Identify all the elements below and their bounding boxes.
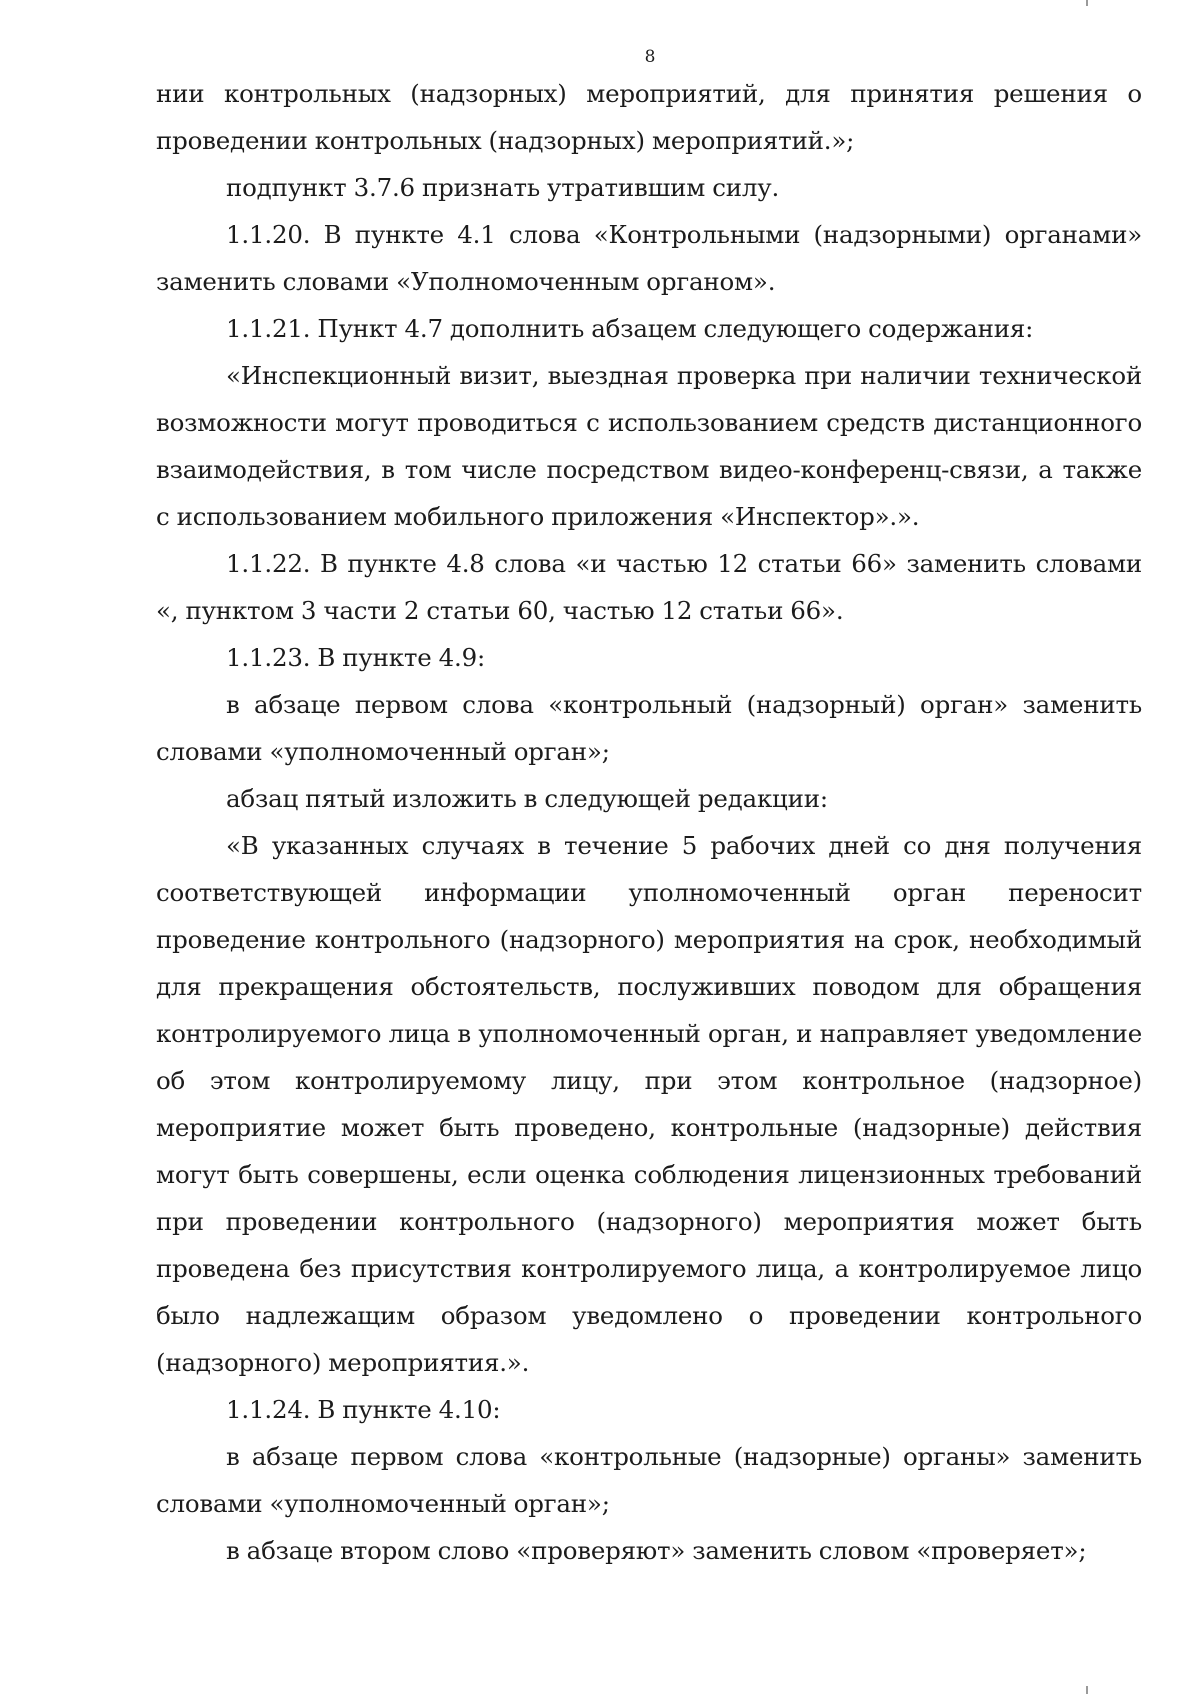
paragraph-1-1-21: 1.1.21. Пункт 4.7 дополнить абзацем следующего содержания: bbox=[226, 314, 1034, 343]
paragraph-subpoint-3-7-6: подпункт 3.7.6 признать утратившим силу. bbox=[226, 173, 780, 202]
paragraph-first-abzac-4-10: в абзаце первом слова «контрольные (надзорные) органы» заменить словами «уполномоченный орган»; bbox=[156, 1442, 1142, 1518]
scan-mark-top-right bbox=[1086, 0, 1088, 6]
paragraph-continuation: нии контрольных (надзорных) мероприятий, для принятия решения о проведении контрольных (надзорных) мероприятий.»; bbox=[156, 79, 1142, 155]
page-number: 8 bbox=[644, 47, 656, 67]
document-body bbox=[156, 70, 1142, 1574]
paragraph-1-1-22: 1.1.22. В пункте 4.8 слова «и частью 12 статьи 66» заменить словами «, пунктом 3 части 2 статьи 60, частью 12 статьи 66». bbox=[156, 549, 1142, 625]
paragraph-1-1-23: 1.1.23. В пункте 4.9: bbox=[226, 643, 486, 672]
scan-mark-bottom-right bbox=[1086, 1686, 1088, 1694]
paragraph-1-1-24: 1.1.24. В пункте 4.10: bbox=[226, 1395, 501, 1424]
paragraph-fifth-abzac-quote: «В указанных случаях в течение 5 рабочих дней со дня получения соответствующей информации уполномоченный орган переносит проведение контрольного (надзорного) мероприятия на срок, необходимый для прекращения обстоятельств, послуживших поводом для обращения контролируемого лица в уполномоченный орган, и направляет уведомление об этом контролируемому лицу, при этом контрольное (надзорное) мероприятие может быть проведено, контрольные (надзорные) действия могут быть совершены, если оценка соблюдения лицензионных требований при проведении контрольного (надзорного) мероприятия может быть проведена без присутствия контролируемого лица, а контролируемое лицо было надлежащим образом уведомлено о проведении контрольного (надзорного) мероприятия.». bbox=[156, 831, 1142, 1377]
paragraph-fifth-abzac-intro: абзац пятый изложить в следующей редакции: bbox=[226, 784, 828, 813]
paragraph-inspection-visit-quote: «Инспекционный визит, выездная проверка при наличии технической возможности могут проводиться с использованием средств дистанционного взаимодействия, в том числе посредством видео-конференц-связи, а также с использованием мобильного приложения «Инспектор».». bbox=[156, 361, 1142, 531]
paragraph-first-abzac-4-9: в абзаце первом слова «контрольный (надзорный) орган» заменить словами «уполномоченный орган»; bbox=[156, 690, 1142, 766]
paragraph-1-1-20: 1.1.20. В пункте 4.1 слова «Контрольными (надзорными) органами» заменить словами «Уполномоченным органом». bbox=[156, 220, 1142, 296]
paragraph-second-abzac-4-10: в абзаце втором слово «проверяют» заменить словом «проверяет»; bbox=[226, 1536, 1087, 1565]
